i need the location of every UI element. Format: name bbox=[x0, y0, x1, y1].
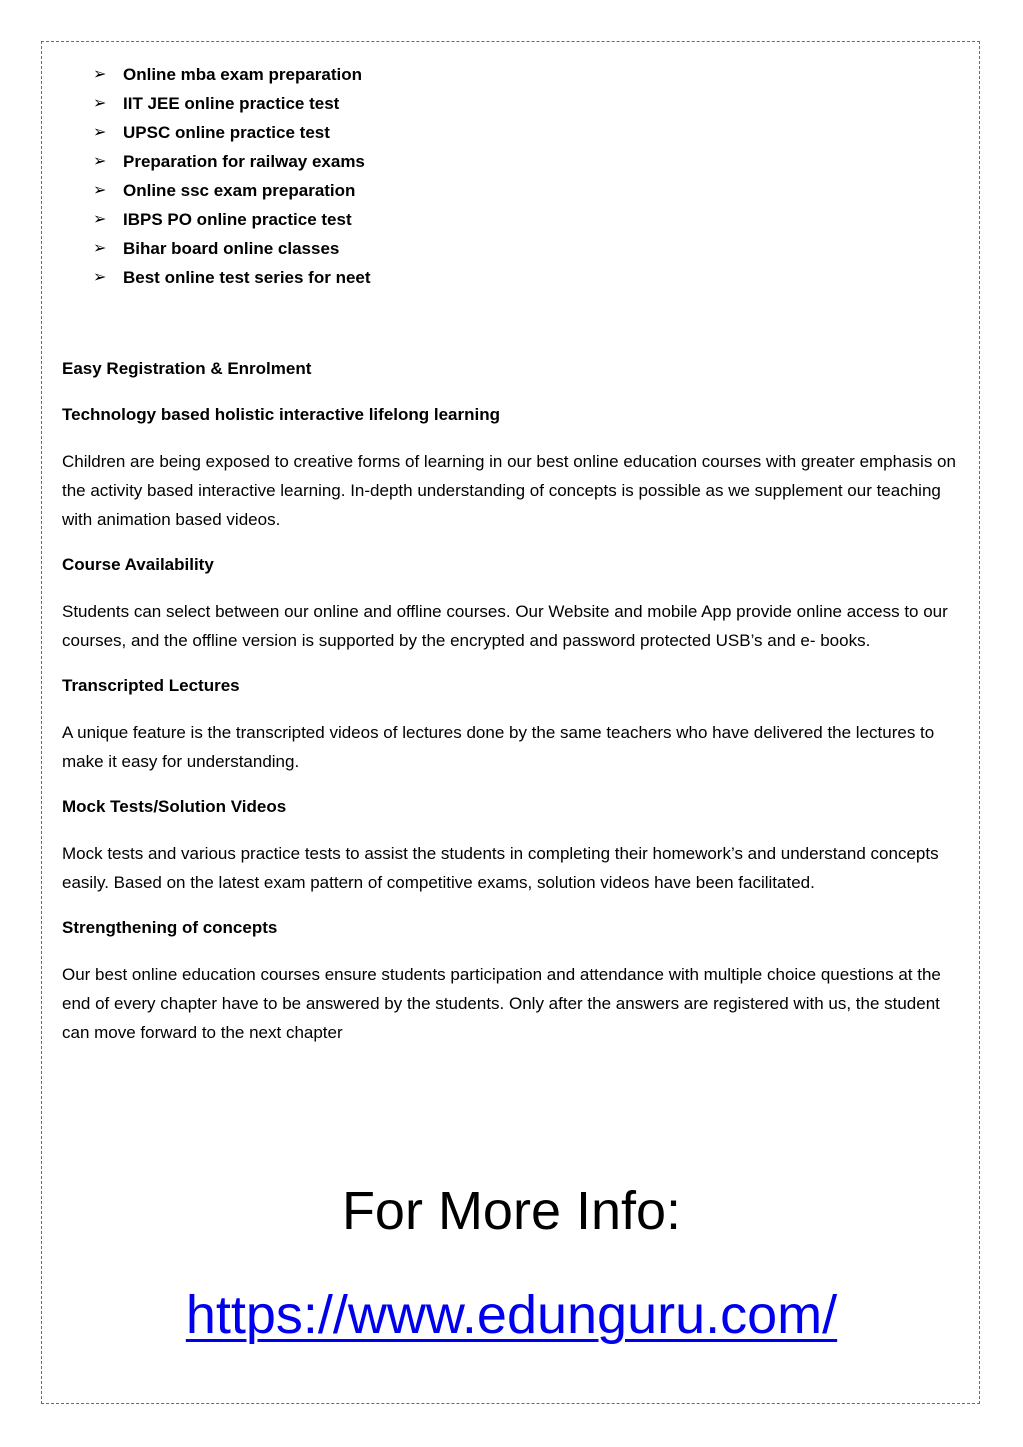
website-link[interactable]: https://www.edunguru.com/ bbox=[185, 1285, 838, 1345]
arrowhead-bullet-icon: ➢ bbox=[93, 181, 107, 199]
list-item bbox=[93, 176, 371, 205]
arrowhead-bullet-icon: ➢ bbox=[93, 123, 107, 141]
list-item bbox=[93, 89, 371, 118]
lectures-paragraph: A unique feature is the transcripted videos of lectures done by the same teachers who have delivered the lectures to make it easy for understanding. bbox=[62, 723, 935, 771]
list-item-label: UPSC online practice test bbox=[123, 122, 330, 142]
mock-tests-paragraph: Mock tests and various practice tests to assist the students in completing their homework’s and understand concepts easily. Based on the latest exam pattern of competitive exams, solution videos have been facilitated. bbox=[62, 844, 939, 892]
website-url-container bbox=[0, 1280, 1023, 1350]
list-item bbox=[93, 118, 371, 147]
list-item-label: Online mba exam preparation bbox=[123, 64, 363, 84]
list-item bbox=[93, 234, 371, 263]
registration-heading: Easy Registration & Enrolment bbox=[62, 359, 312, 378]
lectures-heading: Transcripted Lectures bbox=[62, 676, 240, 695]
strengthening-heading: Strengthening of concepts bbox=[62, 918, 278, 937]
strengthening-paragraph: Our best online education courses ensure students participation and attendance with multiple choice questions at the end of every chapter have to be answered by the students. Only after the answers are registered with us, the student can move forward to the next chapter bbox=[62, 965, 941, 1042]
arrowhead-bullet-icon: ➢ bbox=[93, 94, 107, 112]
technology-heading: Technology based holistic interactive lifelong learning bbox=[62, 405, 500, 424]
arrowhead-bullet-icon: ➢ bbox=[93, 65, 107, 83]
technology-paragraph: Children are being exposed to creative forms of learning in our best online education courses with greater emphasis on the activity based interactive learning. In-depth understanding of concepts is possible as we supplement our teaching with animation based videos. bbox=[62, 452, 956, 529]
list-item bbox=[93, 147, 371, 176]
arrowhead-bullet-icon: ➢ bbox=[93, 210, 107, 228]
list-item-label: Preparation for railway exams bbox=[123, 151, 365, 171]
list-item bbox=[93, 205, 371, 234]
list-item-label: Online ssc exam preparation bbox=[123, 180, 356, 200]
list-item-label: Best online test series for neet bbox=[123, 267, 371, 287]
arrowhead-bullet-icon: ➢ bbox=[93, 152, 107, 170]
list-item bbox=[93, 263, 371, 292]
availability-heading: Course Availability bbox=[62, 555, 214, 574]
list-item bbox=[93, 60, 371, 89]
more-info-heading: For More Info: bbox=[341, 1181, 682, 1241]
mock-tests-heading: Mock Tests/Solution Videos bbox=[62, 797, 287, 816]
arrowhead-bullet-icon: ➢ bbox=[93, 239, 107, 257]
arrowhead-bullet-icon: ➢ bbox=[93, 268, 107, 286]
availability-paragraph: Students can select between our online and offline courses. Our Website and mobile App provide online access to our courses, and the offline version is supported by the encrypted and password protected USB’s and e- books. bbox=[62, 602, 948, 650]
list-item-label: IBPS PO online practice test bbox=[123, 209, 352, 229]
main-content bbox=[62, 355, 962, 1064]
list-item-label: IIT JEE online practice test bbox=[123, 93, 340, 113]
course-bullet-list bbox=[93, 60, 371, 292]
list-item-label: Bihar board online classes bbox=[123, 238, 340, 258]
